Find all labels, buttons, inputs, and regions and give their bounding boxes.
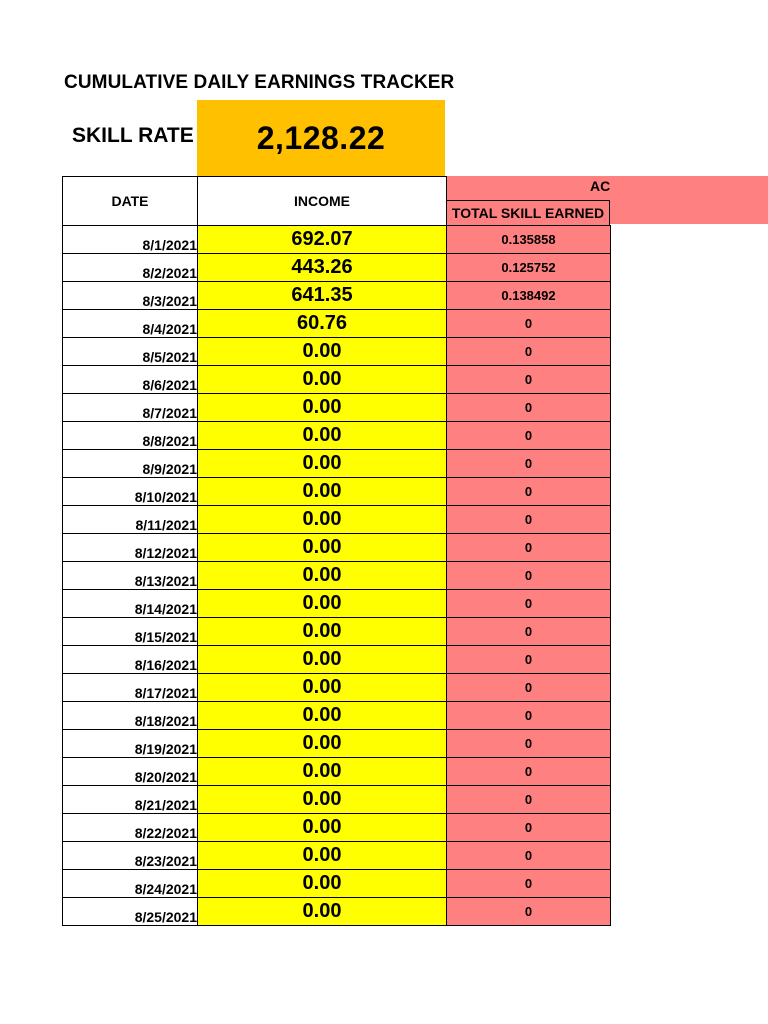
date-cell[interactable]: 8/4/2021: [63, 310, 198, 338]
income-cell[interactable]: 0.00: [198, 870, 447, 898]
date-cell[interactable]: 8/8/2021: [63, 422, 198, 450]
skill-cell[interactable]: 0: [447, 422, 611, 450]
earnings-table: [62, 225, 611, 926]
skill-cell[interactable]: 0: [447, 506, 611, 534]
skill-cell[interactable]: 0: [447, 618, 611, 646]
table-row: [63, 562, 611, 590]
date-cell[interactable]: 8/13/2021: [63, 562, 198, 590]
skill-cell[interactable]: 0: [447, 786, 611, 814]
skill-cell[interactable]: 0.138492: [447, 282, 611, 310]
income-cell[interactable]: 0.00: [198, 422, 447, 450]
skill-cell[interactable]: 0.135858: [447, 226, 611, 254]
date-cell[interactable]: 8/18/2021: [63, 702, 198, 730]
date-cell[interactable]: 8/24/2021: [63, 870, 198, 898]
income-cell[interactable]: 0.00: [198, 702, 447, 730]
income-cell[interactable]: 641.35: [198, 282, 447, 310]
date-cell[interactable]: 8/2/2021: [63, 254, 198, 282]
table-row: [63, 898, 611, 926]
skill-cell[interactable]: 0: [447, 898, 611, 926]
income-column-header[interactable]: INCOME: [197, 176, 447, 226]
table-row: [63, 478, 611, 506]
income-cell[interactable]: 0.00: [198, 338, 447, 366]
date-cell[interactable]: 8/14/2021: [63, 590, 198, 618]
income-cell[interactable]: 0.00: [198, 478, 447, 506]
date-cell[interactable]: 8/7/2021: [63, 394, 198, 422]
skill-cell[interactable]: 0: [447, 730, 611, 758]
date-cell[interactable]: 8/19/2021: [63, 730, 198, 758]
table-row: [63, 786, 611, 814]
earnings-table-body: [63, 226, 611, 926]
skill-cell[interactable]: 0: [447, 310, 611, 338]
income-cell[interactable]: 0.00: [198, 506, 447, 534]
table-row: [63, 814, 611, 842]
date-cell[interactable]: 8/6/2021: [63, 366, 198, 394]
income-cell[interactable]: 0.00: [198, 534, 447, 562]
table-row: [63, 422, 611, 450]
date-cell[interactable]: 8/16/2021: [63, 646, 198, 674]
skill-cell[interactable]: 0: [447, 674, 611, 702]
date-cell[interactable]: 8/1/2021: [63, 226, 198, 254]
date-cell[interactable]: 8/5/2021: [63, 338, 198, 366]
income-cell[interactable]: 0.00: [198, 674, 447, 702]
income-cell[interactable]: 0.00: [198, 786, 447, 814]
table-row: [63, 674, 611, 702]
income-cell[interactable]: 0.00: [198, 842, 447, 870]
table-row: [63, 226, 611, 254]
table-row: [63, 702, 611, 730]
skill-cell[interactable]: 0: [447, 394, 611, 422]
income-cell[interactable]: 0.00: [198, 450, 447, 478]
skill-column-header[interactable]: TOTAL SKILL EARNED: [446, 200, 610, 226]
table-row: [63, 394, 611, 422]
table-row: [63, 282, 611, 310]
date-cell[interactable]: 8/23/2021: [63, 842, 198, 870]
table-row: [63, 842, 611, 870]
skill-cell[interactable]: 0: [447, 702, 611, 730]
income-cell[interactable]: 0.00: [198, 590, 447, 618]
table-row: [63, 870, 611, 898]
skill-cell[interactable]: 0: [447, 338, 611, 366]
table-row: [63, 646, 611, 674]
table-row: [63, 506, 611, 534]
income-cell[interactable]: 0.00: [198, 758, 447, 786]
income-cell[interactable]: 0.00: [198, 898, 447, 926]
table-row: [63, 254, 611, 282]
income-cell[interactable]: 0.00: [198, 618, 447, 646]
income-cell[interactable]: 443.26: [198, 254, 447, 282]
table-row: [63, 366, 611, 394]
date-cell[interactable]: 8/22/2021: [63, 814, 198, 842]
date-cell[interactable]: 8/21/2021: [63, 786, 198, 814]
income-cell[interactable]: 0.00: [198, 394, 447, 422]
table-row: [63, 310, 611, 338]
income-cell[interactable]: 0.00: [198, 814, 447, 842]
date-cell[interactable]: 8/25/2021: [63, 898, 198, 926]
date-cell[interactable]: 8/9/2021: [63, 450, 198, 478]
table-row: [63, 730, 611, 758]
date-cell[interactable]: 8/3/2021: [63, 282, 198, 310]
skill-cell[interactable]: 0: [447, 478, 611, 506]
income-cell[interactable]: 0.00: [198, 646, 447, 674]
date-cell[interactable]: 8/12/2021: [63, 534, 198, 562]
table-row: [63, 618, 611, 646]
date-cell[interactable]: 8/11/2021: [63, 506, 198, 534]
skill-cell[interactable]: 0: [447, 450, 611, 478]
table-row: [63, 450, 611, 478]
table-row: [63, 534, 611, 562]
date-cell[interactable]: 8/10/2021: [63, 478, 198, 506]
income-cell[interactable]: 0.00: [198, 562, 447, 590]
table-row: [63, 758, 611, 786]
date-column-header[interactable]: DATE: [62, 176, 198, 226]
skill-cell[interactable]: 0: [447, 590, 611, 618]
skill-rate-label: SKILL RATE: [72, 124, 194, 147]
income-cell[interactable]: 692.07: [198, 226, 447, 254]
date-cell[interactable]: 8/20/2021: [63, 758, 198, 786]
income-cell[interactable]: 60.76: [198, 310, 447, 338]
skill-rate-value[interactable]: 2,128.22: [197, 100, 445, 176]
income-cell[interactable]: 0.00: [198, 366, 447, 394]
table-row: [63, 338, 611, 366]
skill-cell[interactable]: 0: [447, 646, 611, 674]
income-cell[interactable]: 0.00: [198, 730, 447, 758]
skill-cell[interactable]: 0: [447, 562, 611, 590]
page-title: CUMULATIVE DAILY EARNINGS TRACKER: [64, 72, 455, 93]
table-row: [63, 590, 611, 618]
skill-cell[interactable]: 0: [447, 758, 611, 786]
date-cell[interactable]: 8/17/2021: [63, 674, 198, 702]
skill-cell[interactable]: 0: [447, 842, 611, 870]
skill-cell[interactable]: 0: [447, 366, 611, 394]
date-cell[interactable]: 8/15/2021: [63, 618, 198, 646]
skill-cell[interactable]: 0: [447, 870, 611, 898]
skill-cell[interactable]: 0: [447, 534, 611, 562]
ac-column-label: AC: [590, 178, 611, 194]
skill-cell[interactable]: 0.125752: [447, 254, 611, 282]
skill-cell[interactable]: 0: [447, 814, 611, 842]
